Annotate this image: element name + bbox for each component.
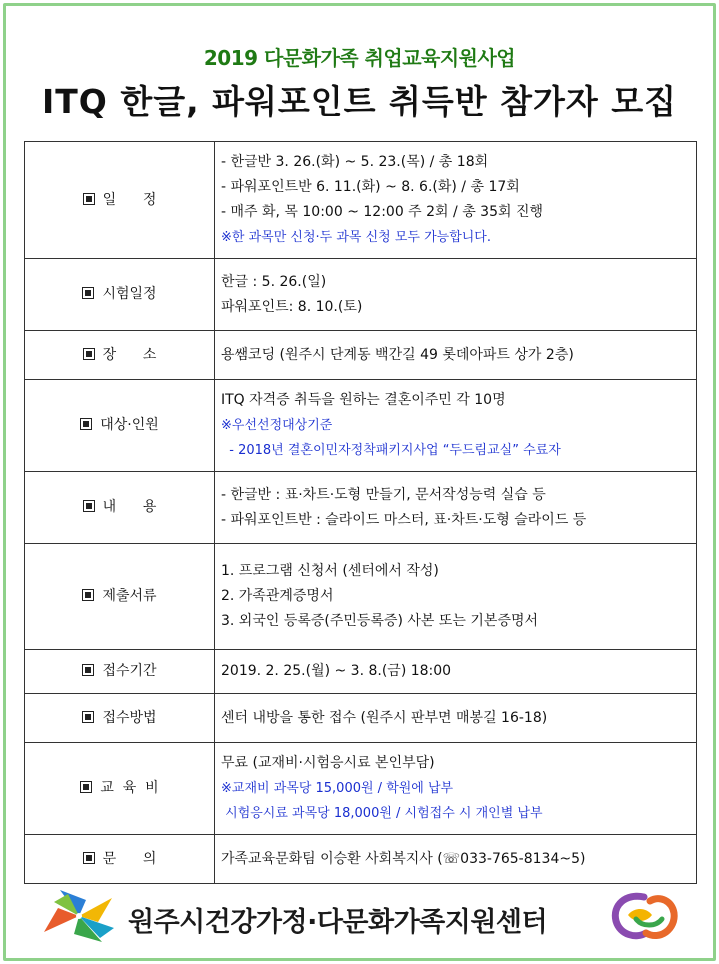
info-row (25, 380, 697, 472)
square-bullet-icon (82, 711, 94, 723)
row-label-cell (25, 331, 215, 380)
info-row (25, 331, 697, 380)
row-content-cell (215, 694, 697, 743)
row-content-cell (215, 380, 697, 472)
content-line: 무료 (교재비·시험응시료 본인부담) (221, 755, 435, 771)
organization-name: 원주시건강가정·다문화가족지원센터 (128, 907, 548, 938)
row-label-cell (25, 259, 215, 331)
square-bullet-icon (82, 287, 94, 299)
square-bullet-icon (83, 852, 95, 864)
info-row (25, 142, 697, 259)
row-label: 접수방법 (102, 709, 157, 726)
square-bullet-icon (80, 781, 92, 793)
content-line: - 파워포인트반 6. 11.(화) ~ 8. 6.(화) / 총 17회 (221, 179, 520, 195)
note-line: - 2018년 결혼이민자정착패키지사업 “두드림교실” 수료자 (221, 443, 561, 458)
row-content-cell (215, 835, 697, 884)
row-label-cell (25, 694, 215, 743)
content-line: 가족교육문화팀 이승환 사회복지사 (☏033-765-8134~5) (221, 850, 586, 867)
content-line: 1. 프로그램 신청서 (센터에서 작성) (221, 563, 439, 579)
square-bullet-icon (82, 664, 94, 676)
content-line: ITQ 자격증 취득을 원하는 결혼이주민 각 10명 (221, 392, 506, 408)
program-subtitle: 2019 다문화가족 취업교육지원사업 (203, 46, 516, 70)
content-line: - 파워포인트반 : 슬라이드 마스터, 표·차트·도형 슬라이드 등 (221, 511, 587, 528)
family-center-logo-icon (606, 889, 682, 943)
row-label: 내 용 (102, 499, 157, 515)
content-line: 2019. 2. 25.(월) ~ 3. 8.(금) 18:00 (221, 663, 452, 679)
row-label-cell (25, 650, 215, 694)
content-line: 파워포인트: 8. 10.(토) (221, 298, 363, 315)
info-row (25, 259, 697, 331)
note-line: ※한 과목만 신청·두 과목 신청 모두 가능합니다. (221, 230, 491, 245)
row-label-cell (25, 142, 215, 259)
row-label-cell (25, 743, 215, 835)
row-label: 문 의 (102, 850, 157, 867)
row-content-cell (215, 650, 697, 694)
row-label: 일 정 (102, 191, 157, 208)
row-content-cell (215, 544, 697, 650)
note-line: ※교재비 과목당 15,000원 / 학원에 납부 (221, 781, 454, 796)
square-bullet-icon (80, 418, 92, 430)
row-label: 교 육 비 (100, 780, 159, 796)
content-line: 3. 외국인 등록증(주민등록증) 사본 또는 기본증명서 (221, 613, 539, 629)
info-row (25, 544, 697, 650)
page-title: ITQ 한글, 파워포인트 취득반 참가자 모집 (42, 82, 677, 121)
row-label-cell (25, 380, 215, 472)
content-line: - 한글반 3. 26.(화) ~ 5. 23.(목) / 총 18회 (221, 154, 489, 170)
info-row (25, 743, 697, 835)
content-line: 용쌤코딩 (원주시 단계동 백간길 49 롯데아파트 상가 2층) (221, 346, 574, 363)
row-content-cell (215, 472, 697, 544)
content-line: 한글 : 5. 26.(일) (221, 273, 327, 290)
row-label-cell (25, 835, 215, 884)
row-label: 제출서류 (102, 588, 157, 604)
content-line: - 한글반 : 표·차트·도형 만들기, 문서작성능력 실습 등 (221, 486, 546, 503)
info-row (25, 650, 697, 694)
square-bullet-icon (83, 348, 95, 360)
info-row (25, 472, 697, 544)
note-line: 시험응시료 과목당 18,000원 / 시험접수 시 개인별 납부 (221, 806, 543, 821)
info-row (25, 835, 697, 884)
content-line: 2. 가족관계증명서 (221, 588, 334, 604)
row-content-cell (215, 331, 697, 380)
info-table (24, 141, 697, 884)
row-label-cell (25, 472, 215, 544)
content-line: - 매주 화, 목 10:00 ~ 12:00 주 2회 / 총 35회 진행 (221, 204, 544, 220)
note-line: ※우선선정대상기준 (221, 418, 333, 433)
info-row (25, 694, 697, 743)
pinwheel-logo-icon (40, 888, 118, 944)
row-label: 대상·인원 (100, 417, 159, 433)
row-content-cell (215, 259, 697, 331)
content-line: 센터 내방을 통한 접수 (원주시 판부면 매봉길 16-18) (221, 709, 548, 726)
square-bullet-icon (82, 589, 94, 601)
row-label: 시험일정 (102, 286, 157, 302)
square-bullet-icon (83, 500, 95, 512)
row-label-cell (25, 544, 215, 650)
row-label: 장 소 (102, 346, 157, 363)
row-content-cell (215, 142, 697, 259)
row-content-cell (215, 743, 697, 835)
row-label: 접수기간 (102, 663, 157, 679)
square-bullet-icon (83, 193, 95, 205)
footer (0, 886, 719, 946)
